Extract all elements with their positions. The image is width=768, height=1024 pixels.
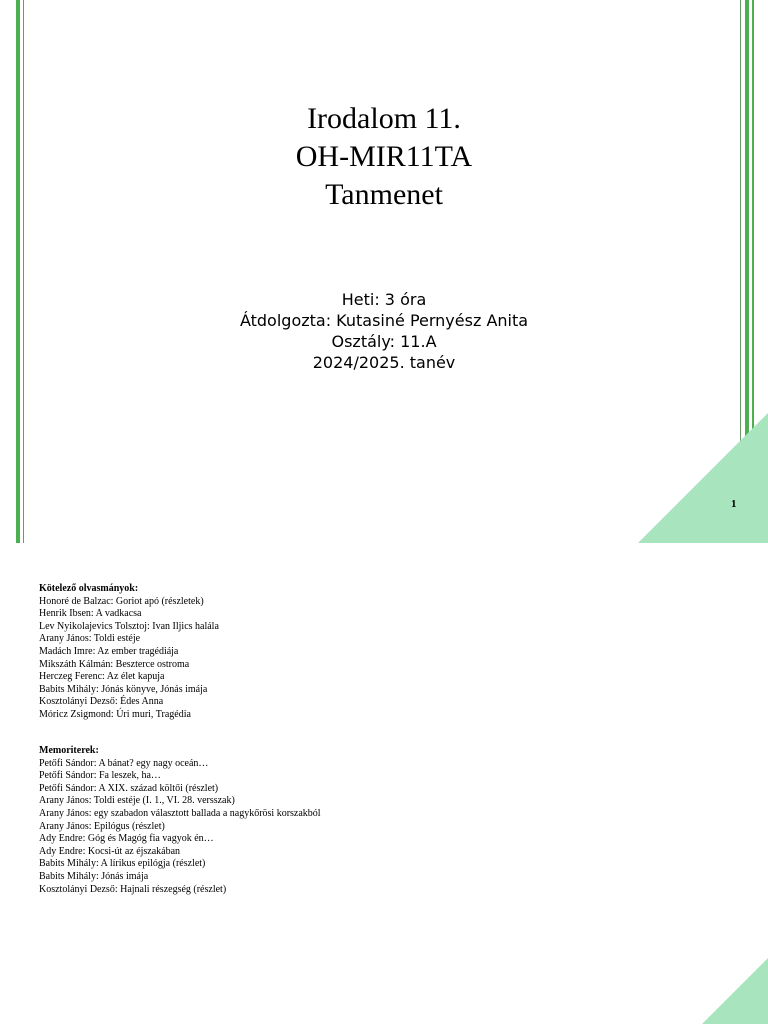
list-item: Ady Endre: Góg és Magóg fia vagyok én… [39,833,214,845]
corner-triangle-decoration [0,543,768,1024]
memorize-list-heading: Memoriterek: [39,745,99,756]
list-item: Arany János: Toldi estéje (I. 1., VI. 28. versszak) [39,795,235,807]
list-item: Honoré de Balzac: Goriot apó (részletek) [39,595,204,607]
list-item: Ady Endre: Kocsi-út az éjszakában [39,845,181,857]
list-item: Herczeg Ferenc: Az élet kapuja [39,671,165,683]
list-item: Kosztolányi Dezső: Hajnali részegség (részlet) [39,883,227,895]
list-item: Babits Mihály: A lírikus epilógja (részlet) [39,858,206,870]
list-item: Arany János: egy szabadon választott ballada a nagykőrösi korszakból [39,807,321,819]
list-item: Kosztolányi Dezső: Édes Anna [39,696,164,708]
title-line: Irodalom 11. [307,102,461,135]
list-item: Mikszáth Kálmán: Beszterce ostroma [39,658,190,670]
page-number: 1 [731,498,737,510]
list-item: Henrik Ibsen: A vadkacsa [39,608,142,620]
list-item: Lev Nyikolajevics Tolsztoj: Ivan Iljics halála [39,620,219,632]
reading-list-heading: Kötelező olvasmányok: [39,583,139,594]
list-item: Arany János: Toldi estéje [39,633,141,645]
info-line: Osztály: 11.A [331,332,437,351]
list-item: Babits Mihály: Jónás imája [39,870,149,882]
content-page [0,543,768,1024]
list-item: Petőfi Sándor: A XIX. század költői (részlet) [39,782,219,794]
title-line: Tanmenet [325,178,443,211]
info-line: 2024/2025. tanév [312,353,456,372]
list-item: Petőfi Sándor: Fa leszek, ha… [39,770,161,782]
info-line: Heti: 3 óra [341,290,427,309]
list-item: Arany János: Epilógus (részlet) [39,820,165,832]
list-item: Móricz Zsigmond: Úri muri, Tragédia [39,708,191,720]
info-line: Átdolgozta: Kutasiné Pernyész Anita [239,311,529,330]
list-item: Madách Imre: Az ember tragédiája [39,645,179,657]
list-item: Petőfi Sándor: A bánat? egy nagy oceán… [39,757,209,769]
title-line: OH-MIR11TA [295,140,473,173]
list-item: Babits Mihály: Jónás könyve, Jónás imája [39,683,208,695]
